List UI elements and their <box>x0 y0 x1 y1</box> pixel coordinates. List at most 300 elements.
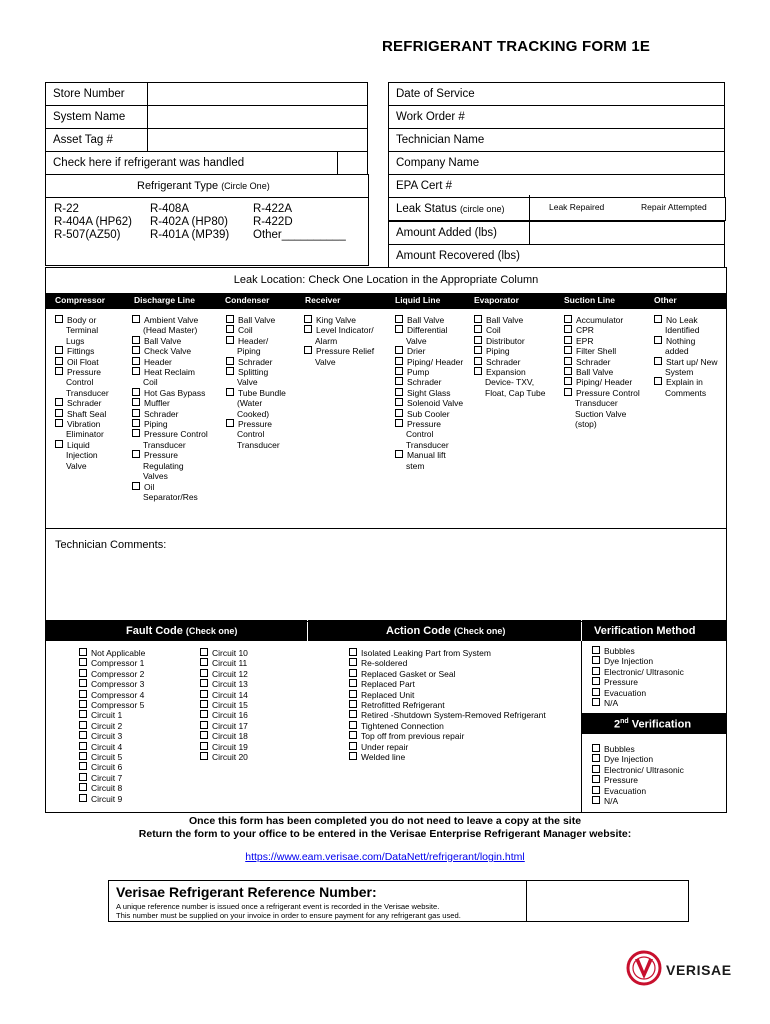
checkbox-icon[interactable] <box>200 700 208 708</box>
checkbox-label: Explain in Comments <box>665 377 707 398</box>
checkbox-item[interactable] <box>395 398 465 408</box>
checkbox-item[interactable] <box>200 648 300 658</box>
checkbox-item[interactable] <box>474 346 548 356</box>
checkbox-icon[interactable] <box>395 357 403 365</box>
checkbox-icon[interactable] <box>592 677 600 685</box>
checkbox-item[interactable] <box>226 357 288 367</box>
checkbox-item[interactable] <box>226 388 288 419</box>
check-refrigerant-box[interactable] <box>338 152 368 175</box>
checkbox-icon[interactable] <box>132 357 140 365</box>
checkbox-item[interactable] <box>349 679 579 689</box>
checkbox-icon[interactable] <box>395 377 403 385</box>
checkbox-icon[interactable] <box>395 346 403 354</box>
reference-number-field[interactable] <box>527 881 688 921</box>
checkbox-label: Ball Valve <box>576 367 614 378</box>
checkbox-icon[interactable] <box>200 658 208 666</box>
checkbox-icon[interactable] <box>79 783 87 791</box>
leak-status-row <box>388 197 726 221</box>
leak-location-heading: Leak Location: Check One Location in the Appropriate Column <box>233 274 539 286</box>
checkbox-item[interactable] <box>564 346 644 356</box>
refrigerant-col-2 <box>142 201 245 242</box>
checkbox-item[interactable] <box>200 658 300 668</box>
checkbox-item[interactable] <box>564 367 644 377</box>
second-verification-label: Verification <box>628 718 692 731</box>
checkbox-item[interactable] <box>349 742 579 752</box>
checkbox-item[interactable] <box>564 357 644 367</box>
checkbox-item[interactable] <box>654 315 718 336</box>
checkbox-item[interactable] <box>200 669 300 679</box>
checkbox-item[interactable] <box>349 690 579 700</box>
checkbox-item[interactable] <box>79 762 189 772</box>
checkbox-item[interactable] <box>304 325 384 346</box>
checkbox-item[interactable] <box>226 367 288 388</box>
checkbox-item[interactable] <box>132 398 210 408</box>
checkbox-item[interactable] <box>132 346 210 356</box>
checkbox-item[interactable] <box>395 388 465 398</box>
checkbox-icon[interactable] <box>349 721 357 729</box>
checkbox-item[interactable] <box>132 367 210 388</box>
checkbox-item[interactable] <box>564 315 644 325</box>
checkbox-icon[interactable] <box>79 794 87 802</box>
checkbox-item[interactable] <box>592 775 722 785</box>
checkbox-label: Check Valve <box>144 346 192 357</box>
checkbox-item[interactable] <box>592 796 722 806</box>
second-verification-list <box>592 744 722 806</box>
checkbox-label: Pressure Control Transducer <box>237 419 280 450</box>
checkbox-item[interactable] <box>79 669 189 679</box>
refrigerant-option[interactable]: R-401A (MP39) <box>150 229 230 241</box>
checkbox-icon[interactable] <box>395 315 403 323</box>
checkbox-icon[interactable] <box>592 796 600 804</box>
checkbox-item[interactable] <box>55 409 115 419</box>
checkbox-item[interactable] <box>395 315 465 325</box>
checkbox-item[interactable] <box>55 357 115 367</box>
checkbox-label: Bubbles <box>604 646 635 656</box>
checkbox-icon[interactable] <box>349 690 357 698</box>
checkbox-item[interactable] <box>79 773 189 783</box>
verisae-logo <box>626 948 736 988</box>
checkbox-item[interactable] <box>349 752 579 762</box>
checkbox-icon[interactable] <box>564 357 572 365</box>
checkbox-icon[interactable] <box>592 744 600 752</box>
checkbox-item[interactable] <box>200 700 300 710</box>
checkbox-icon[interactable] <box>395 419 403 427</box>
date-of-service-field[interactable]: Date of Service <box>389 83 725 106</box>
checkbox-label: Circuit 11 <box>212 658 248 669</box>
checkbox-item[interactable] <box>132 482 210 503</box>
checkbox-item[interactable] <box>200 731 300 741</box>
checkbox-icon[interactable] <box>132 315 140 323</box>
checkbox-item[interactable] <box>226 315 288 325</box>
second-verification-sup: nd <box>620 718 629 725</box>
checkbox-icon[interactable] <box>200 669 208 677</box>
checkbox-item[interactable] <box>79 752 189 762</box>
checkbox-icon[interactable] <box>564 346 572 354</box>
checkbox-item[interactable] <box>395 325 465 346</box>
checkbox-item[interactable] <box>79 690 189 700</box>
checkbox-icon[interactable] <box>200 690 208 698</box>
checkbox-item[interactable] <box>304 315 384 325</box>
checkbox-icon[interactable] <box>79 742 87 750</box>
checkbox-item[interactable] <box>474 336 548 346</box>
footer-line-1: Once this form has been completed you do not need to leave a copy at the site <box>188 815 582 827</box>
refrigerant-option[interactable]: R-422A <box>253 203 292 215</box>
checkbox-icon[interactable] <box>474 315 482 323</box>
checkbox-icon[interactable] <box>226 367 234 375</box>
checkbox-item[interactable] <box>592 646 722 656</box>
checkbox-item[interactable] <box>395 419 465 450</box>
checkbox-item[interactable] <box>654 357 718 378</box>
checkbox-item[interactable] <box>79 721 189 731</box>
checkbox-item[interactable] <box>592 744 722 754</box>
system-name-field[interactable] <box>148 106 368 129</box>
checkbox-item[interactable] <box>79 700 189 710</box>
checkbox-icon[interactable] <box>654 315 662 323</box>
checkbox-icon[interactable] <box>592 667 600 675</box>
checkbox-icon[interactable] <box>79 762 87 770</box>
checkbox-icon[interactable] <box>55 398 63 406</box>
checkbox-icon[interactable] <box>79 731 87 739</box>
checkbox-icon[interactable] <box>200 679 208 687</box>
checkbox-item[interactable] <box>654 336 718 357</box>
checkbox-item[interactable] <box>200 721 300 731</box>
checkbox-icon[interactable] <box>564 367 572 375</box>
checkbox-icon[interactable] <box>395 367 403 375</box>
checkbox-icon[interactable] <box>200 731 208 739</box>
checkbox-item[interactable] <box>55 440 115 471</box>
checkbox-icon[interactable] <box>349 752 357 760</box>
refrigerant-option[interactable]: Other__________ <box>253 229 346 241</box>
checkbox-item[interactable] <box>474 325 548 335</box>
checkbox-label: Coil <box>486 325 501 336</box>
checkbox-label: Nothing added <box>665 335 696 357</box>
checkbox-icon[interactable] <box>349 669 357 677</box>
checkbox-icon[interactable] <box>395 388 403 396</box>
checkbox-item[interactable] <box>79 658 189 668</box>
leak-repaired-option[interactable]: Leak Repaired <box>549 202 605 212</box>
checkbox-item[interactable] <box>592 765 722 775</box>
checkbox-item[interactable] <box>132 388 210 398</box>
checkbox-icon[interactable] <box>132 346 140 354</box>
checkbox-item[interactable] <box>55 419 115 440</box>
checkbox-label: Retrofitted Refrigerant <box>361 700 445 711</box>
amount-added-field[interactable] <box>530 222 725 245</box>
checkbox-item[interactable] <box>654 377 718 398</box>
fault-col-2 <box>200 648 300 762</box>
checkbox-item[interactable] <box>592 667 722 677</box>
checkbox-icon[interactable] <box>395 398 403 406</box>
checkbox-item[interactable] <box>226 419 288 450</box>
checkbox-item[interactable] <box>592 786 722 796</box>
checkbox-item[interactable] <box>395 450 465 471</box>
checkbox-item[interactable] <box>79 794 189 804</box>
checkbox-item[interactable] <box>564 336 644 346</box>
checkbox-label: Pressure Control Transducer <box>406 419 449 450</box>
checkbox-icon[interactable] <box>226 315 234 323</box>
checkbox-item[interactable] <box>200 752 300 762</box>
checkbox-item[interactable] <box>200 742 300 752</box>
checkbox-item[interactable] <box>592 698 722 708</box>
checkbox-icon[interactable] <box>395 450 403 458</box>
checkbox-item[interactable] <box>226 336 288 357</box>
checkbox-item[interactable] <box>200 690 300 700</box>
checkbox-icon[interactable] <box>79 658 87 666</box>
checkbox-label: Oil Separator/Res <box>143 481 198 502</box>
checkbox-icon[interactable] <box>200 742 208 750</box>
checkbox-icon[interactable] <box>55 315 63 323</box>
checkbox-icon[interactable] <box>79 773 87 781</box>
store-number-label: Store Number <box>46 83 148 106</box>
checkbox-item[interactable] <box>79 648 189 658</box>
checkbox-item[interactable] <box>592 677 722 687</box>
checkbox-label: Not Applicable <box>91 648 146 658</box>
work-order-field[interactable]: Work Order # <box>389 106 725 129</box>
checkbox-label: Electronic/ Ultrasonic <box>604 666 684 677</box>
checkbox-item[interactable] <box>200 710 300 720</box>
checkbox-icon[interactable] <box>564 325 572 333</box>
checkbox-icon[interactable] <box>592 754 600 762</box>
checkbox-item[interactable] <box>304 346 384 367</box>
checkbox-icon[interactable] <box>226 336 234 344</box>
checkbox-item[interactable] <box>55 367 115 398</box>
checkbox-icon[interactable] <box>132 388 140 396</box>
checkbox-item[interactable] <box>79 783 189 793</box>
form-title: REFRIGERANT TRACKING FORM 1E <box>382 38 651 55</box>
refrigerant-option[interactable]: R-507(AZ50) <box>54 229 121 241</box>
checkbox-label: Circuit 2 <box>91 720 123 731</box>
refrigerant-option[interactable]: R-404A (HP62) <box>54 216 132 228</box>
checkbox-item[interactable] <box>395 346 465 356</box>
checkbox-item[interactable] <box>55 346 115 356</box>
checkbox-item[interactable] <box>349 648 579 658</box>
checkbox-item[interactable] <box>592 656 722 666</box>
checkbox-item[interactable] <box>79 710 189 720</box>
leak-col <box>654 315 718 398</box>
checkbox-label: Schrader <box>576 356 611 367</box>
checkbox-icon[interactable] <box>200 648 208 656</box>
checkbox-icon[interactable] <box>226 325 234 333</box>
checkbox-item[interactable] <box>79 731 189 741</box>
verisae-login-link[interactable]: https://www.eam.verisae.com/DataNett/refrigerant/login.html <box>245 851 525 863</box>
checkbox-icon[interactable] <box>304 346 312 354</box>
checkbox-label: Circuit 16 <box>212 710 248 721</box>
checkbox-item[interactable] <box>55 398 115 408</box>
epa-cert-field[interactable]: EPA Cert # <box>389 175 725 198</box>
checkbox-item[interactable] <box>79 742 189 752</box>
checkbox-label: Ambient Valve (Head Master) <box>143 315 199 336</box>
refrigerant-option[interactable]: R-22 <box>54 203 79 215</box>
checkbox-icon[interactable] <box>132 398 140 406</box>
checkbox-item[interactable] <box>349 700 579 710</box>
checkbox-item[interactable] <box>132 357 210 367</box>
checkbox-icon[interactable] <box>395 409 403 417</box>
refrigerant-option[interactable]: R-422D <box>253 216 293 228</box>
checkbox-item[interactable] <box>474 357 548 367</box>
cat-evaporator: Evaporator <box>474 295 519 305</box>
checkbox-icon[interactable] <box>592 775 600 783</box>
checkbox-icon[interactable] <box>55 357 63 365</box>
checkbox-icon[interactable] <box>654 336 662 344</box>
checkbox-icon[interactable] <box>55 346 63 354</box>
checkbox-icon[interactable] <box>79 690 87 698</box>
checkbox-icon[interactable] <box>474 357 482 365</box>
checkbox-item[interactable] <box>132 315 210 336</box>
checkbox-item[interactable] <box>564 325 644 335</box>
checkbox-label: Ball Valve <box>486 315 524 325</box>
checkbox-item[interactable] <box>474 315 548 325</box>
verification-label: Verification Method <box>594 625 696 637</box>
checkbox-icon[interactable] <box>226 388 234 396</box>
checkbox-item[interactable] <box>395 377 465 387</box>
checkbox-item[interactable] <box>55 315 115 346</box>
checkbox-item[interactable] <box>564 388 644 430</box>
checkbox-icon[interactable] <box>474 336 482 344</box>
checkbox-icon[interactable] <box>132 482 140 490</box>
checkbox-item[interactable] <box>132 450 210 481</box>
checkbox-item[interactable] <box>349 669 579 679</box>
checkbox-icon[interactable] <box>132 450 140 458</box>
checkbox-item[interactable] <box>200 679 300 689</box>
company-name-field[interactable]: Company Name <box>389 152 725 175</box>
checkbox-icon[interactable] <box>592 656 600 664</box>
checkbox-icon[interactable] <box>592 765 600 773</box>
checkbox-icon[interactable] <box>132 429 140 437</box>
checkbox-icon[interactable] <box>226 419 234 427</box>
verisae-logo-mark <box>626 950 662 986</box>
checkbox-item[interactable] <box>395 357 465 367</box>
leak-col <box>564 315 644 429</box>
checkbox-item[interactable] <box>132 429 210 450</box>
checkbox-label: Shaft Seal <box>67 408 107 419</box>
checkbox-label: Piping/ Header <box>576 377 633 388</box>
reference-line-2: This number must be supplied on your invoice in order to ensure payment for any refrigerant gas used. <box>116 911 461 920</box>
cat-condenser: Condenser <box>225 295 270 305</box>
checkbox-item[interactable] <box>132 409 210 419</box>
checkbox-item[interactable] <box>349 731 579 741</box>
checkbox-label: Hot Gas Bypass <box>144 387 206 398</box>
checkbox-icon[interactable] <box>395 325 403 333</box>
checkbox-icon[interactable] <box>564 336 572 344</box>
checkbox-label: Evacuation <box>604 785 647 796</box>
checkbox-icon[interactable] <box>200 710 208 718</box>
checkbox-icon[interactable] <box>349 700 357 708</box>
checkbox-label: Oil Float <box>67 356 99 367</box>
checkbox-icon[interactable] <box>349 679 357 687</box>
checkbox-item[interactable] <box>349 721 579 731</box>
checkbox-icon[interactable] <box>592 786 600 794</box>
checkbox-label: Bubbles <box>604 744 635 754</box>
checkbox-item[interactable] <box>395 409 465 419</box>
checkbox-icon[interactable] <box>349 742 357 750</box>
checkbox-icon[interactable] <box>474 325 482 333</box>
checkbox-icon[interactable] <box>564 315 572 323</box>
checkbox-item[interactable] <box>79 679 189 689</box>
checkbox-icon[interactable] <box>592 646 600 654</box>
checkbox-icon[interactable] <box>304 315 312 323</box>
checkbox-icon[interactable] <box>132 419 140 427</box>
checkbox-icon[interactable] <box>592 688 600 696</box>
technician-name-field[interactable]: Technician Name <box>389 129 725 152</box>
fault-code-header <box>46 620 307 641</box>
checkbox-label: Circuit 20 <box>212 752 248 763</box>
cat-liquid-line: Liquid Line <box>395 295 441 305</box>
checkbox-icon[interactable] <box>55 440 63 448</box>
checkbox-label: Welded line <box>361 752 406 763</box>
checkbox-icon[interactable] <box>226 357 234 365</box>
cat-compressor: Compressor <box>55 295 106 305</box>
checkbox-item[interactable] <box>592 754 722 764</box>
checkbox-icon[interactable] <box>564 388 572 396</box>
checkbox-icon[interactable] <box>474 367 482 375</box>
technician-comments-label: Technician Comments: <box>55 539 167 551</box>
checkbox-icon[interactable] <box>55 419 63 427</box>
checkbox-icon[interactable] <box>79 648 87 656</box>
checkbox-item[interactable] <box>564 377 644 387</box>
checkbox-label: Header/ Piping <box>237 335 269 357</box>
cat-other: Other <box>654 295 677 305</box>
checkbox-label: Vibration Eliminator <box>66 419 104 440</box>
checkbox-icon[interactable] <box>654 357 662 365</box>
checkbox-label: Schrader <box>67 398 102 409</box>
checkbox-icon[interactable] <box>349 658 357 666</box>
checkbox-icon[interactable] <box>304 325 312 333</box>
checkbox-label: Circuit 15 <box>212 700 248 711</box>
checkbox-icon[interactable] <box>592 698 600 706</box>
checkbox-item[interactable] <box>132 419 210 429</box>
asset-tag-field[interactable] <box>148 129 368 152</box>
checkbox-icon[interactable] <box>79 752 87 760</box>
checkbox-item[interactable] <box>592 688 722 698</box>
checkbox-icon[interactable] <box>79 710 87 718</box>
fault-code-label: Fault Code <box>126 625 183 637</box>
checkbox-icon[interactable] <box>349 731 357 739</box>
checkbox-label: Splitting Valve <box>237 367 269 388</box>
checkbox-item[interactable] <box>395 367 465 377</box>
checkbox-icon[interactable] <box>474 346 482 354</box>
amount-recovered-field[interactable]: Amount Recovered (lbs) <box>389 245 725 268</box>
checkbox-icon[interactable] <box>349 648 357 656</box>
refrigerant-option[interactable]: R-402A (HP80) <box>150 216 228 228</box>
refrigerant-option[interactable]: R-408A <box>150 203 189 215</box>
checkbox-item[interactable] <box>474 367 548 398</box>
checkbox-icon[interactable] <box>79 669 87 677</box>
checkbox-icon[interactable] <box>564 377 572 385</box>
checkbox-icon[interactable] <box>132 336 140 344</box>
checkbox-icon[interactable] <box>349 710 357 718</box>
checkbox-item[interactable] <box>349 658 579 668</box>
checkbox-label: Top off from previous repair <box>361 731 465 742</box>
checkbox-icon[interactable] <box>132 409 140 417</box>
checkbox-icon[interactable] <box>79 700 87 708</box>
checkbox-icon[interactable] <box>79 679 87 687</box>
checkbox-icon[interactable] <box>200 752 208 760</box>
checkbox-icon[interactable] <box>200 721 208 729</box>
checkbox-item[interactable] <box>349 710 579 720</box>
store-number-field[interactable] <box>148 83 368 106</box>
checkbox-icon[interactable] <box>654 377 662 385</box>
checkbox-label: Muffler <box>144 398 170 409</box>
checkbox-icon[interactable] <box>55 409 63 417</box>
checkbox-icon[interactable] <box>132 367 140 375</box>
checkbox-label: Filter Shell <box>576 346 617 357</box>
checkbox-icon[interactable] <box>55 367 63 375</box>
checkbox-item[interactable] <box>132 336 210 346</box>
checkbox-item[interactable] <box>226 325 288 335</box>
checkbox-icon[interactable] <box>79 721 87 729</box>
leak-location-section <box>45 267 727 622</box>
repair-attempted-option[interactable]: Repair Attempted <box>641 202 707 212</box>
checkbox-label: Dye Injection <box>604 754 654 765</box>
